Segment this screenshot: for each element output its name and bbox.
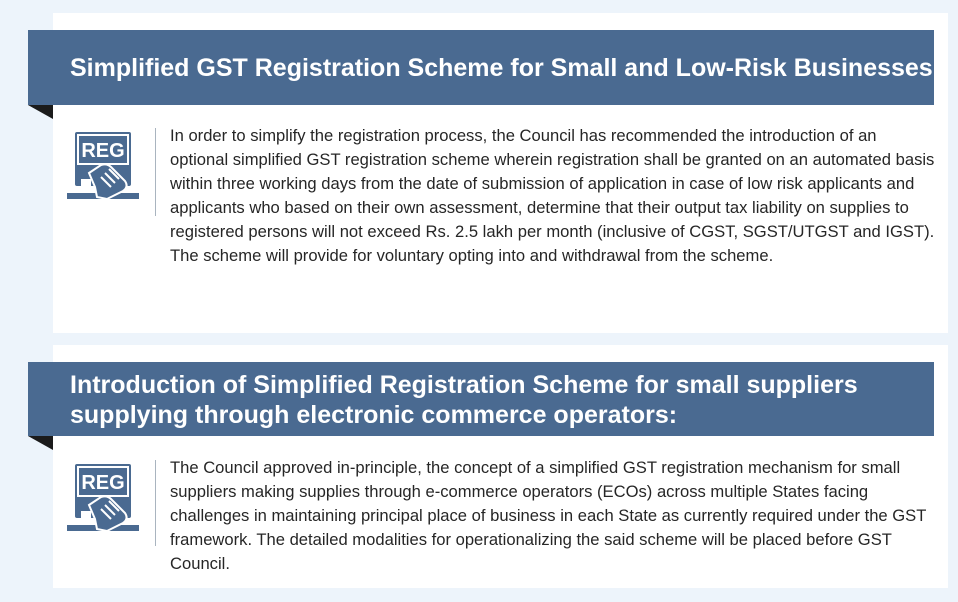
section-heading-text: Simplified GST Registration Scheme for Small and Low-Risk Businesses [70,53,933,82]
section-heading-ecommerce-scheme [28,362,934,436]
icon-label: REG [81,472,125,494]
separator-line [155,128,156,216]
banner-fold-shadow [28,105,53,119]
registration-hand-icon [67,461,139,535]
icon-label: REG [81,140,125,162]
section-heading-registration-scheme [28,30,934,105]
section-body-registration-scheme: In order to simplify the registration process, the Council has recommended the introduction of an optional simplified GST registration scheme wherein registration shall be granted on an automated basis within three working days from the date of submission of application in case of low risk applicants and applicants who based on their own assessment, determine that their output tax liability on supplies to registered persons will not exceed Rs. 2.5 lakh per month (inclusive of CGST, SGST/UTGST and IGST). The scheme will provide for voluntary opting into and withdrawal from the scheme. [170,126,935,265]
section-heading-text: Introduction of Simplified Registration Scheme for small suppliers supplying through electronic commerce operators: [70,371,858,429]
section-body-ecommerce-scheme: The Council approved in-principle, the concept of a simplified GST registration mechanism for small suppliers making supplies through e-commerce operators (ECOs) across multiple States facing challenges in maintaining principal place of business in each State as currently required under the GST framework. The detailed modalities for operationalizing the said scheme will be placed before GST Council. [170,458,927,573]
registration-hand-icon [67,129,139,203]
banner-fold-shadow [28,436,53,450]
separator-line [155,460,156,546]
